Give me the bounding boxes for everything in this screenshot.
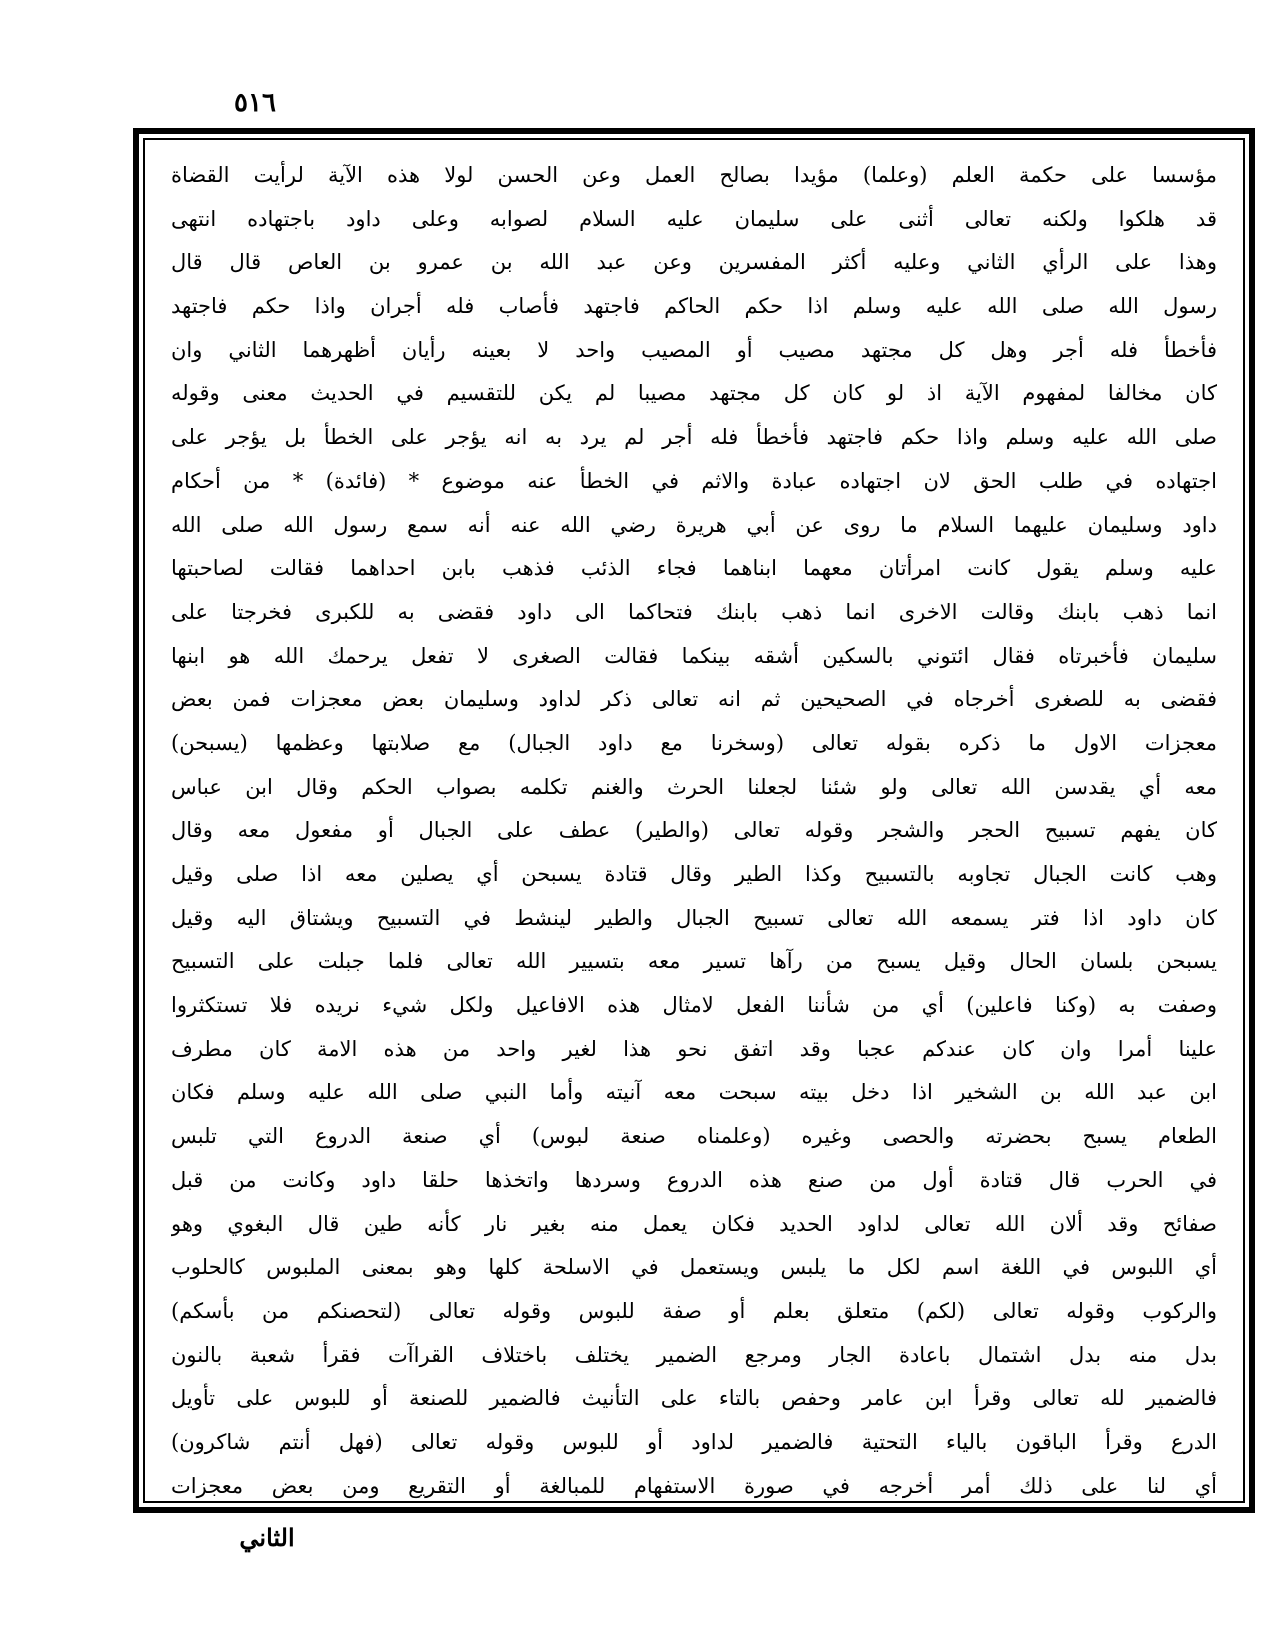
text-line: والركوب وقوله تعالى (لكم) متعلق بعلم أو صفة للبوس وقوله تعالى (لتحصنكم من بأسكم) [171, 1298, 1217, 1323]
text-line: وصفت به (وكنا فاعلين) أي من شأننا الفعل لامثال هذه الافاعيل ولكل شيء نريده فلا تستكثروا [171, 993, 1217, 1018]
text-line: الدرع وقرأ الباقون بالياء التحتية فالضمير لداود أو للبوس وقوله تعالى (فهل أنتم شاكرون) [171, 1429, 1217, 1454]
text-line: كان داود اذا فتر يسمعه الله تعالى تسبيح الجبال والطير لينشط في التسبيح ويشتاق اليه وقيل [171, 905, 1217, 930]
text-line: صفائح وقد ألان الله تعالى لداود الحديد فكان يعمل منه بغير نار كأنه طين قال البغوي وهو [171, 1211, 1217, 1236]
text-line: سليمان فأخبرتاه فقال ائتوني بالسكين أشقه بينكما فقالت الصغرى لا تفعل يرحمك الله هو ابنها [171, 643, 1217, 668]
text-line: فقضى به للصغرى أخرجاه في الصحيحين ثم انه تعالى ذكر لداود وسليمان بعض معجزات فمن بعض [171, 687, 1217, 712]
text-line: أي لنا على ذلك أمر أخرجه في صورة الاستفهام للمبالغة أو التقريع ومن بعض معجزات [171, 1473, 1217, 1498]
page-frame [133, 128, 1255, 1513]
text-line: في الحرب قال قتادة أول من صنع هذه الدروع وسردها واتخذها حلقا داود وكانت من قبل [171, 1167, 1217, 1192]
text-line: الطعام يسبح بحضرته والحصى وغيره (وعلمناه صنعة لبوس) أي صنعة الدروع التي تلبس [171, 1124, 1217, 1149]
text-line: داود وسليمان عليهما السلام ما روى عن أبي هريرة رضي الله عنه أنه سمع رسول الله صلى الله [171, 512, 1217, 537]
text-line: عليه وسلم يقول كانت امرأتان معهما ابناهما فجاء الذئب فذهب بابن احداهما فقالت لصاحبتها [171, 556, 1217, 581]
text-line: رسول الله صلى الله عليه وسلم اذا حكم الحاكم فاجتهد فأصاب فله أجران واذا حكم فاجتهد [171, 294, 1217, 319]
page-number: ٥١٦ [234, 88, 276, 118]
text-line: معجزات الاول ما ذكره بقوله تعالى (وسخرنا مع داود الجبال) مع صلابتها وعظمها (يسبحن) [171, 730, 1217, 755]
text-line: وهب كانت الجبال تجاوبه بالتسبيح وكذا الطير وقال قتادة يسبحن أي يصلين معه اذا صلى وقيل [171, 862, 1217, 886]
text-line: قد هلكوا ولكنه تعالى أثنى على سليمان عليه السلام لصوابه وعلى داود باجتهاده انتهى [171, 206, 1217, 231]
text-line: بدل منه بدل اشتمال باعادة الجار ومرجع الضمير يختلف باختلاف القراآت فقرأ شعبة بالنون [171, 1342, 1217, 1367]
text-line: يسبحن بلسان الحال وقيل يسبح من رآها تسير معه بتسيير الله تعالى فلما جبلت على التسبيح [171, 949, 1217, 974]
text-line: علينا أمرا وان كان عندكم عجبا وقد اتفق نحو هذا لغير واحد من هذه الامة كان مطرف [171, 1036, 1217, 1061]
text-line: مؤسسا على حكمة العلم (وعلما) مؤيدا بصالح العمل وعن الحسن لولا هذه الآية لرأيت القضاة [171, 163, 1217, 187]
text-line: انما ذهب بابنك وقالت الاخرى انما ذهب بابنك فتحاكما الى داود فقضى به للكبرى فخرجتا على [171, 599, 1217, 624]
body-text [171, 154, 1217, 1498]
text-line: اجتهاده في طلب الحق لان اجتهاده عبادة والاثم في الخطأ عنه موضوع * (فائدة) * من أحكام [171, 468, 1217, 493]
text-line: كان يفهم تسبيح الحجر والشجر وقوله تعالى (والطير) عطف على الجبال أو مفعول معه وقال [171, 818, 1217, 843]
text-line: وهذا على الرأي الثاني وعليه أكثر المفسرين وعن عبد الله بن عمرو بن العاص قال قال [171, 250, 1217, 275]
text-line: صلى الله عليه وسلم واذا حكم فاجتهد فأخطأ فله أجر لم يرد به انه يؤجر على الخطأ بل يؤجر على [171, 425, 1217, 450]
footer-catchword: الثاني [239, 1523, 295, 1552]
text-line: كان مخالفا لمفهوم الآية اذ لو كان كل مجتهد مصيبا لم يكن للتقسيم في الحديث معنى وقوله [171, 381, 1217, 406]
text-line: فأخطأ فله أجر وهل كل مجتهد مصيب أو المصيب واحد لا بعينه رأيان أظهرهما الثاني وان [171, 337, 1217, 362]
text-line: أي اللبوس في اللغة اسم لكل ما يلبس ويستعمل في الاسلحة كلها وهو بمعنى الملبوس كالحلوب [171, 1255, 1217, 1280]
text-line: ابن عبد الله بن الشخير اذا دخل بيته سبحت معه آنيته وأما النبي صلى الله عليه وسلم فكان [171, 1080, 1217, 1105]
text-line: فالضمير لله تعالى وقرأ ابن عامر وحفص بالتاء على التأنيث فالضمير للصنعة أو للبوس على تأويل [171, 1386, 1217, 1411]
page-frame-inner [143, 138, 1245, 1503]
text-line: معه أي يقدسن الله تعالى ولو شئنا لجعلنا الحرث والغنم تكلمه بصواب الحكم وقال ابن عباس [171, 774, 1217, 799]
